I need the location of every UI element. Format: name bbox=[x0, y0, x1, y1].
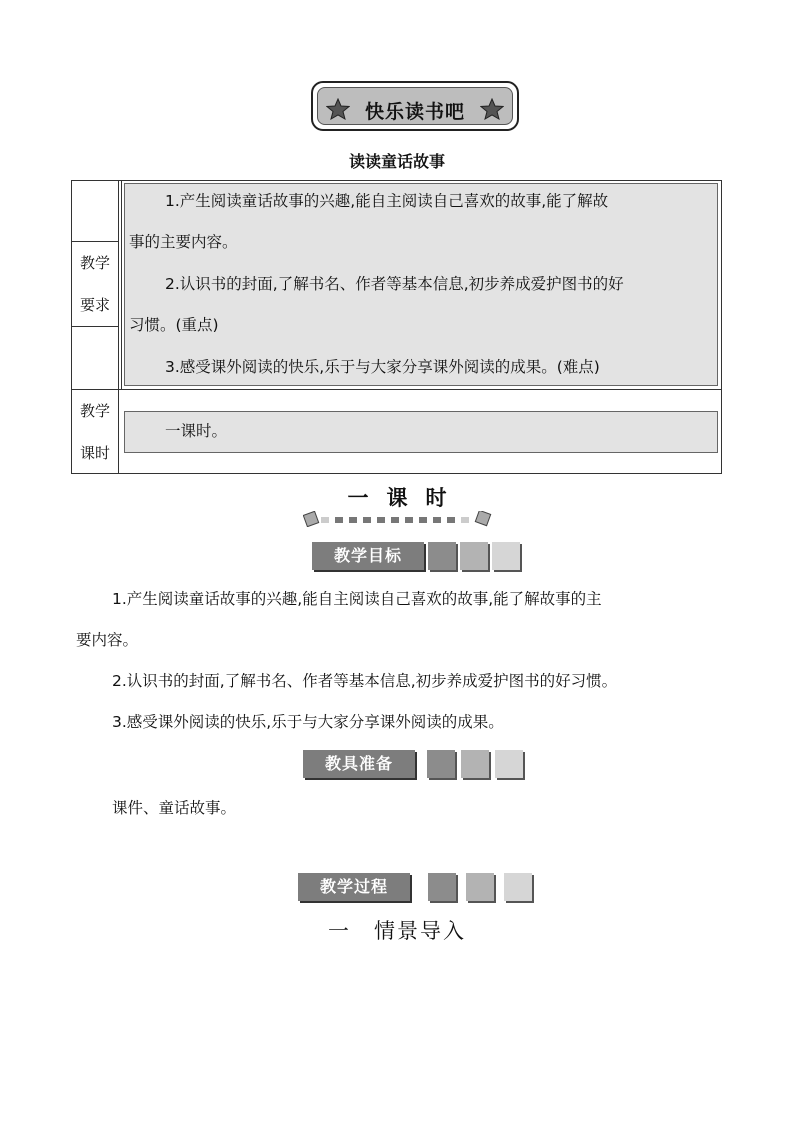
hours-text bbox=[129, 411, 723, 452]
header-label: 要求 bbox=[79, 296, 110, 314]
goal-item-1 bbox=[76, 579, 726, 661]
section-heading: 一课时 bbox=[347, 486, 465, 510]
header-label: 课时 bbox=[79, 444, 110, 462]
decor-square bbox=[428, 873, 456, 901]
process-tag-label: 教学过程 bbox=[298, 873, 410, 901]
requirement-2 bbox=[129, 264, 723, 346]
goals-tag-label: 教学目标 bbox=[312, 542, 424, 570]
banner-title: 快乐读书吧 bbox=[364, 101, 465, 123]
requirement-text: 1.产生阅读童话故事的兴趣,能自主阅读自己喜欢的故事,能了解故 bbox=[165, 192, 609, 210]
banner-inner bbox=[317, 87, 513, 125]
title-banner bbox=[311, 81, 519, 131]
materials-text: 课件、童话故事。 bbox=[112, 799, 237, 817]
goal-item-2: 2.认识书的封面,了解书名、作者等基本信息,初步养成爱护图书的好习惯。 bbox=[112, 672, 618, 690]
decor-square bbox=[504, 873, 532, 901]
requirement-text: 3.感受课外阅读的快乐,乐于与大家分享课外阅读的成果。(难点) bbox=[165, 358, 600, 376]
table-divider bbox=[121, 181, 122, 389]
header-label: 教学 bbox=[79, 254, 110, 272]
table-divider bbox=[72, 389, 721, 390]
requirements-table bbox=[71, 180, 722, 474]
star-icon bbox=[480, 98, 504, 120]
goal-item-3: 3.感受课外阅读的快乐,乐于与大家分享课外阅读的成果。 bbox=[112, 713, 504, 731]
requirement-text: 事的主要内容。 bbox=[129, 233, 238, 251]
decor-square bbox=[427, 750, 455, 778]
materials-tag-label: 教具准备 bbox=[303, 750, 415, 778]
requirement-1 bbox=[129, 181, 723, 263]
table-divider bbox=[118, 181, 119, 473]
decor-square bbox=[461, 750, 489, 778]
decor-square bbox=[495, 750, 523, 778]
lesson-title: 读读童话故事 bbox=[348, 152, 445, 171]
dotted-divider bbox=[303, 511, 493, 527]
requirement-text: 2.认识书的封面,了解书名、作者等基本信息,初步养成爱护图书的好 bbox=[165, 275, 624, 293]
decor-square bbox=[460, 542, 488, 570]
header-label: 教学 bbox=[79, 402, 110, 420]
goal-text: 要内容。 bbox=[76, 631, 139, 649]
goal-text: 1.产生阅读童话故事的兴趣,能自主阅读自己喜欢的故事,能了解故事的主 bbox=[112, 590, 602, 608]
process-step-heading: 一 情景导入 bbox=[328, 919, 466, 943]
hours-value: 一课时。 bbox=[165, 422, 228, 440]
decor-square bbox=[466, 873, 494, 901]
requirement-text: 习惯。(重点) bbox=[129, 316, 219, 334]
requirement-3 bbox=[129, 347, 723, 388]
header-cell-requirements bbox=[72, 241, 119, 327]
decor-square bbox=[428, 542, 456, 570]
decor-square bbox=[492, 542, 520, 570]
